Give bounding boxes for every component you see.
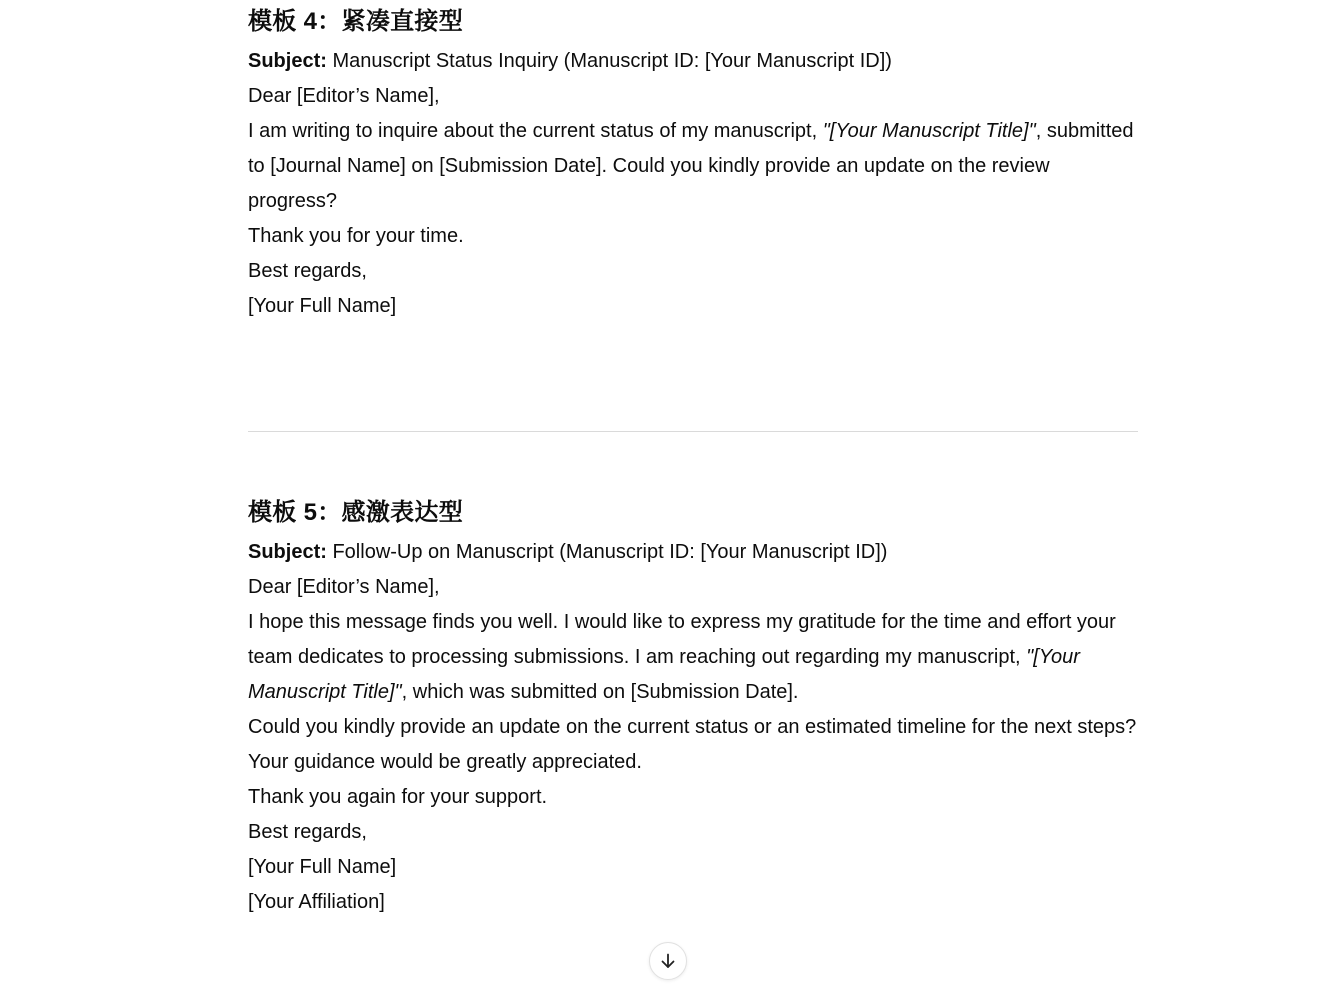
template-4-thanks: Thank you for your time. xyxy=(248,225,464,247)
scroll-to-bottom-button[interactable] xyxy=(649,942,687,980)
template-5-closing: Best regards, xyxy=(248,821,367,843)
body-text-continued: , submitted to [Journal Name] on [Submission Date]. Could you kindly provide an update on the review progress? xyxy=(248,120,1134,212)
arrow-down-icon xyxy=(658,951,678,971)
template-4-heading: 模板 4：紧凑直接型 xyxy=(248,8,464,35)
subject-label: Subject: xyxy=(248,541,327,563)
template-5-affiliation: [Your Affiliation] xyxy=(248,891,385,913)
manuscript-title-placeholder: "[Your Manuscript Title]" xyxy=(822,120,1036,142)
template-4-closing: Best regards, xyxy=(248,260,367,282)
template-5-subject xyxy=(248,535,1138,570)
template-4-greeting: Dear [Editor’s Name], xyxy=(248,85,440,107)
template-5-body xyxy=(248,605,1138,710)
template-5-thanks: Thank you again for your support. xyxy=(248,786,548,808)
template-5-heading: 模板 5：感激表达型 xyxy=(248,499,464,526)
template-4-name: [Your Full Name] xyxy=(248,295,397,317)
template-4-subject xyxy=(248,44,1138,79)
manuscript-title-placeholder: "[Your Manuscript Title]" xyxy=(248,646,1080,703)
template-5-greeting: Dear [Editor’s Name], xyxy=(248,576,440,598)
template-4-body xyxy=(248,114,1138,219)
body-text: I hope this message finds you well. I would like to express my gratitude for the time and effort your team dedicates to processing submissions. I am reaching out regarding my manuscript, xyxy=(248,611,1116,668)
body-text: I am writing to inquire about the current status of my manuscript, xyxy=(248,120,823,142)
template-4-section xyxy=(248,0,1138,324)
template-5-section xyxy=(248,491,1138,920)
template-5-request: Could you kindly provide an update on the current status or an estimated timeline for the next steps? Your guidance would be greatly appreciated. xyxy=(248,716,1137,773)
subject-text: Follow-Up on Manuscript (Manuscript ID: [Your Manuscript ID]) xyxy=(326,541,888,563)
subject-text: Manuscript Status Inquiry (Manuscript ID: [Your Manuscript ID]) xyxy=(326,50,892,72)
template-5-name: [Your Full Name] xyxy=(248,856,397,878)
subject-label: Subject: xyxy=(248,50,327,72)
section-divider xyxy=(248,431,1138,432)
body-text-continued: , which was submitted on [Submission Date]. xyxy=(401,681,799,703)
